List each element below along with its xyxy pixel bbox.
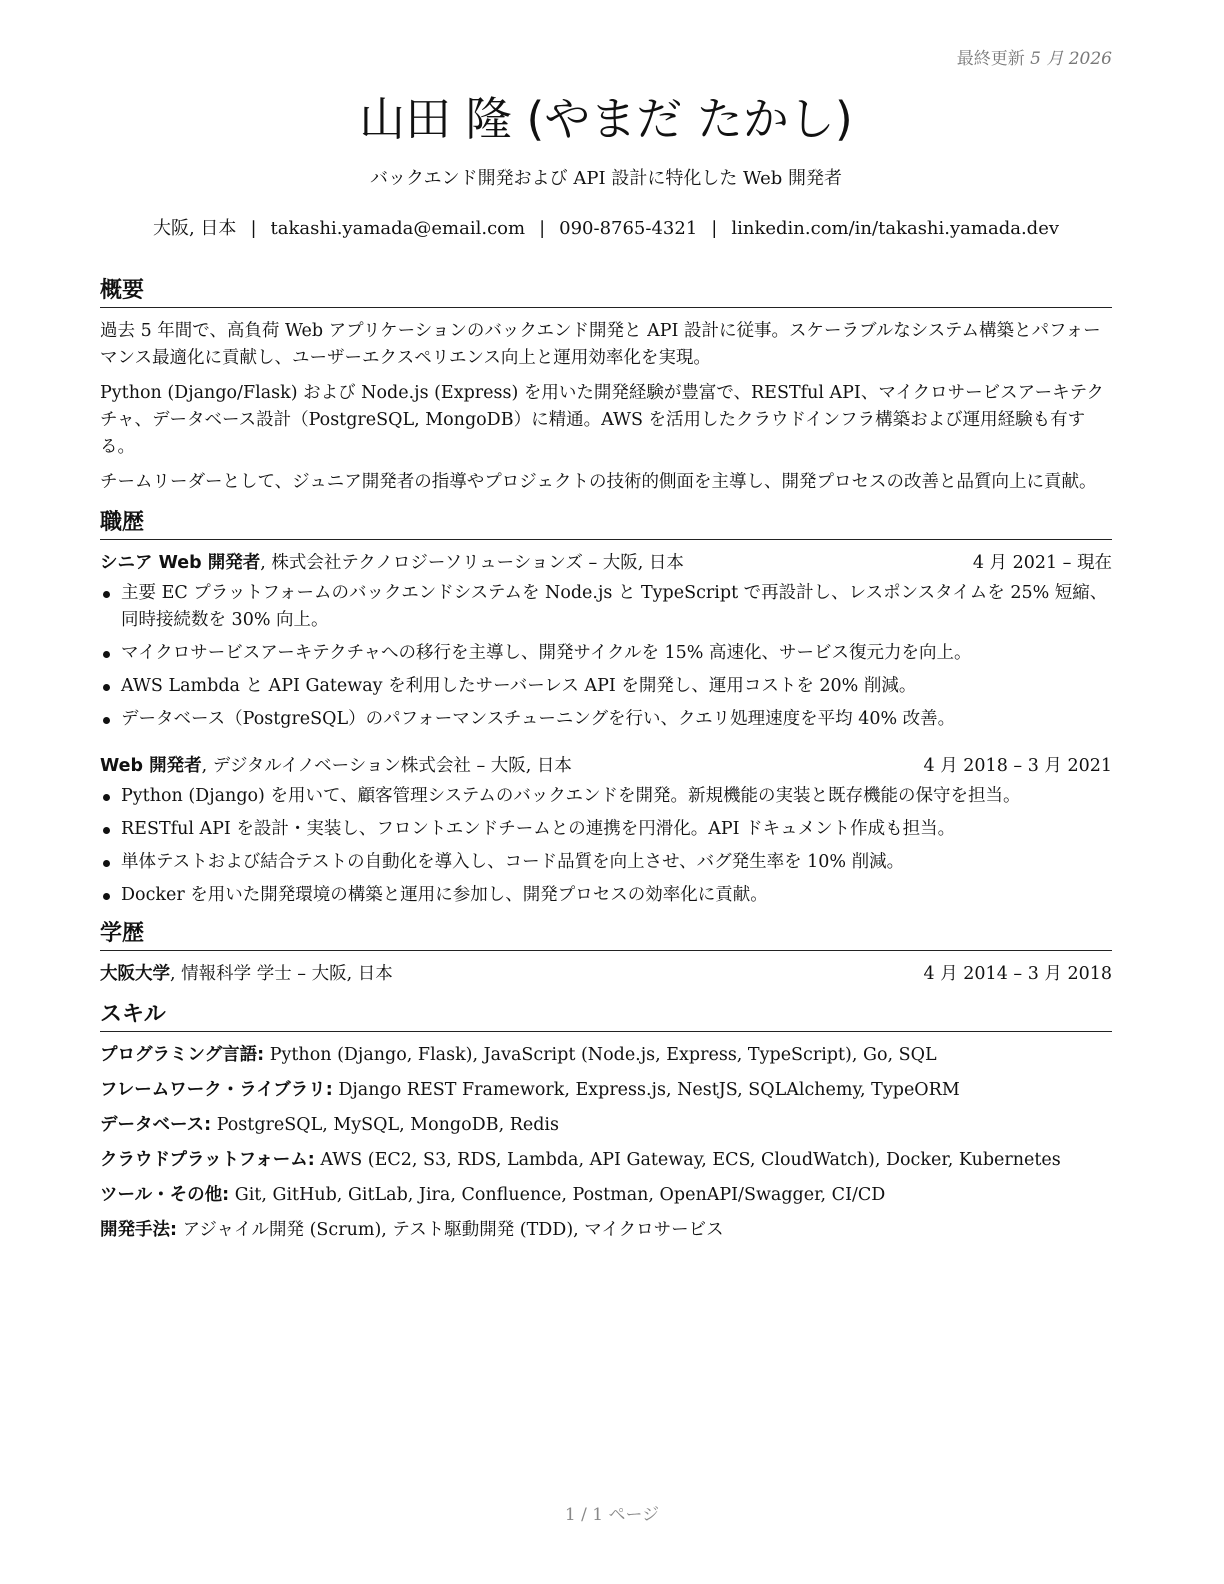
skill-label: プログラミング言語: (100, 1045, 265, 1065)
skill-label: 開発手法: (100, 1220, 177, 1240)
skill-row (100, 1182, 1112, 1209)
skill-row (100, 1217, 1112, 1244)
last-updated-value: 5 月 2026 (1030, 49, 1112, 69)
skill-row (100, 1042, 1112, 1069)
skill-row (100, 1147, 1112, 1174)
skill-value: Django REST Framework, Express.js, NestJS, SQLAlchemy, TypeORM (338, 1080, 960, 1100)
skill-value: Git, GitHub, GitLab, Jira, Confluence, Postman, OpenAPI/Swagger, CI/CD (234, 1185, 886, 1205)
job-dates: 4 月 2018 – 3 月 2021 (923, 756, 1112, 776)
last-updated (957, 44, 1112, 69)
contact-separator: | (711, 218, 718, 239)
job-bullets (100, 580, 1112, 733)
contact-phone: 090-8765-4321 (559, 218, 698, 239)
education-dates: 4 月 2014 – 3 月 2018 (923, 964, 1112, 984)
contact-linkedin[interactable]: linkedin.com/in/takashi.yamada.dev (731, 218, 1060, 239)
skill-value: Python (Django, Flask), JavaScript (Node.js, Express, TypeScript), Go, SQL (269, 1045, 937, 1065)
skill-row (100, 1077, 1112, 1104)
job-company: , デジタルイノベーション株式会社 – 大阪, 日本 (201, 756, 572, 776)
skill-value: AWS (EC2, S3, RDS, Lambda, API Gateway, ECS, CloudWatch), Docker, Kubernetes (320, 1150, 1061, 1170)
education-school: 大阪大学 (100, 964, 170, 984)
job-entry (100, 753, 1112, 909)
job-header (100, 550, 1112, 577)
job-bullets (100, 783, 1112, 909)
candidate-subtitle: バックエンド開発および API 設計に特化した Web 開発者 (370, 168, 842, 189)
job-role: シニア Web 開発者 (100, 553, 261, 573)
skill-label: クラウドプラットフォーム: (100, 1150, 315, 1170)
job-bullet: 主要 EC プラットフォームのバックエンドシステムを Node.js と TypeScript で再設計し、レスポンスタイムを 25% 短縮、同時接続数を 30% 向上。 (100, 580, 1112, 634)
page-indicator: 1 / 1 ページ (564, 1505, 660, 1525)
summary-paragraph: 過去 5 年間で、高負荷 Web アプリケーションのバックエンド開発と API 設計に従事。スケーラブルなシステム構築とパフォーマンス最適化に貢献し、ユーザーエクスペリエンス向上と運用効率化を実現。 (100, 321, 1101, 368)
summary-paragraph: Python (Django/Flask) および Node.js (Express) を用いた開発経験が豊富で、RESTful API、マイクロサービスアーキテクチャ、データベース設計（PostgreSQL, MongoDB）に精通。AWS を活用したクラウドインフラ構築および運用経験も有する。 (100, 383, 1104, 457)
job-company: , 株式会社テクノロジーソリューションズ – 大阪, 日本 (260, 553, 684, 573)
education-entry (100, 961, 1112, 988)
contact-separator: | (250, 218, 257, 239)
last-updated-label: 最終更新 (956, 49, 1025, 69)
job-dates: 4 月 2021 – 現在 (972, 553, 1112, 573)
job-header (100, 753, 1112, 780)
job-bullet: RESTful API を設計・実装し、フロントエンドチームとの連携を円滑化。API ドキュメント作成も担当。 (100, 816, 1112, 843)
contact-location: 大阪, 日本 (152, 218, 237, 239)
skill-label: データベース: (100, 1115, 212, 1135)
resume-body (100, 276, 1112, 1252)
contact-separator: | (539, 218, 546, 239)
skill-label: ツール・その他: (100, 1185, 230, 1205)
candidate-name: 山田 隆 (やまだ たかし) (359, 92, 853, 146)
summary-heading: 概要 (100, 276, 1112, 308)
education-detail: , 情報科学 学士 – 大阪, 日本 (170, 964, 393, 984)
summary-paragraph: チームリーダーとして、ジュニア開発者の指導やプロジェクトの技術的側面を主導し、開発プロセスの改善と品質向上に貢献。 (100, 472, 1097, 492)
education-title-line (100, 961, 393, 988)
experience-section (100, 508, 1112, 909)
job-bullet: 単体テストおよび結合テストの自動化を導入し、コード品質を向上させ、バグ発生率を 10% 削減。 (100, 849, 1112, 876)
job-bullet: Docker を用いた開発環境の構築と運用に参加し、開発プロセスの効率化に貢献。 (100, 882, 1112, 909)
job-entry (100, 550, 1112, 733)
education-heading: 学歴 (100, 919, 1112, 951)
skill-value: アジャイル開発 (Scrum), テスト駆動開発 (TDD), マイクロサービス (182, 1220, 724, 1240)
job-bullet: AWS Lambda と API Gateway を利用したサーバーレス API を開発し、運用コストを 20% 削減。 (100, 673, 1112, 700)
job-bullet: マイクロサービスアーキテクチャへの移行を主導し、開発サイクルを 15% 高速化、サービス復元力を向上。 (100, 640, 1112, 667)
resume-header (100, 86, 1112, 242)
education-section (100, 919, 1112, 988)
experience-heading: 職歴 (100, 508, 1112, 540)
skills-heading: スキル (100, 1000, 1112, 1032)
skill-label: フレームワーク・ライブラリ: (100, 1080, 333, 1100)
contact-line (100, 216, 1112, 242)
job-bullet: Python (Django) を用いて、顧客管理システムのバックエンドを開発。新規機能の実装と既存機能の保守を担当。 (100, 783, 1112, 810)
skills-section (100, 1000, 1112, 1244)
job-role: Web 開発者 (100, 756, 202, 776)
contact-email[interactable]: takashi.yamada@email.com (270, 218, 526, 239)
skill-value: PostgreSQL, MySQL, MongoDB, Redis (216, 1115, 560, 1135)
job-bullet: データベース（PostgreSQL）のパフォーマンスチューニングを行い、クエリ処理速度を平均 40% 改善。 (100, 706, 1112, 733)
summary-section (100, 276, 1112, 496)
job-title-line (100, 753, 572, 780)
job-title-line (100, 550, 684, 577)
skill-row (100, 1112, 1112, 1139)
